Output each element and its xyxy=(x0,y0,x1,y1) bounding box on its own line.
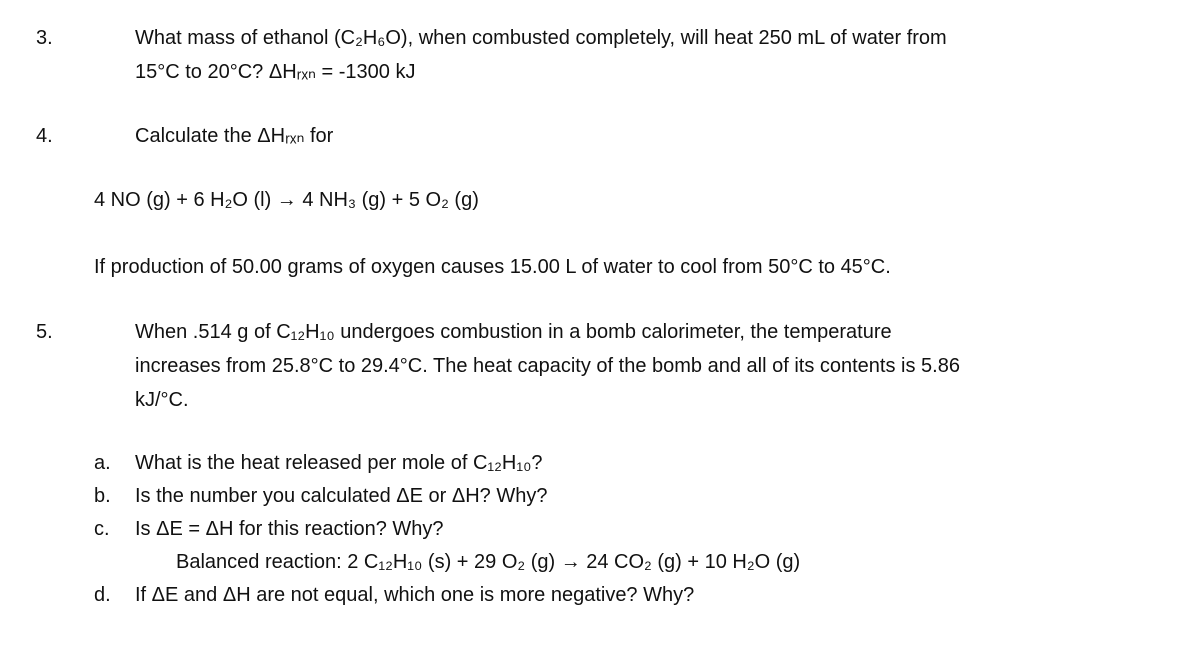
question-5-part-b xyxy=(94,483,547,509)
question-4-equation: 4 NO (g) + 6 H₂O (l) → 4 NH₃ (g) + 5 O₂ (g) xyxy=(94,189,479,211)
part-letter: b. xyxy=(94,485,111,507)
question-5-line-1: When .514 g of C₁₂H₁₀ undergoes combustion in a bomb calorimeter, the temperature xyxy=(135,321,892,343)
question-4-prompt: Calculate the ΔHᵣₓₙ for xyxy=(135,125,334,147)
question-5-part-c xyxy=(94,516,444,542)
question-5-line-3: kJ/°C. xyxy=(135,389,189,411)
part-text: Is ΔE = ΔH for this reaction? Why? xyxy=(135,518,444,540)
question-3-line-1: What mass of ethanol (C₂H₆O), when combusted completely, will heat 250 mL of water from xyxy=(135,27,947,49)
question-3-number: 3. xyxy=(36,27,53,49)
part-letter: d. xyxy=(94,584,111,606)
question-4-condition: If production of 50.00 grams of oxygen causes 15.00 L of water to cool from 50°C to 45°C. xyxy=(94,256,891,278)
question-5-balanced-reaction: Balanced reaction: 2 C₁₂H₁₀ (s) + 29 O₂ (g) → 24 CO₂ (g) + 10 H₂O (g) xyxy=(176,551,801,573)
question-4-number: 4. xyxy=(36,125,53,147)
question-3-line-2: 15°C to 20°C? ΔHᵣₓₙ = -1300 kJ xyxy=(135,61,416,83)
question-5-number: 5. xyxy=(36,321,53,343)
question-5-text xyxy=(135,315,1135,417)
part-text: If ΔE and ΔH are not equal, which one is more negative? Why? xyxy=(135,584,695,606)
part-letter: c. xyxy=(94,518,110,540)
question-5-part-d xyxy=(94,582,694,608)
part-text: Is the number you calculated ΔE or ΔH? Why? xyxy=(135,485,548,507)
part-text: What is the heat released per mole of C₁₂H₁₀? xyxy=(135,452,543,474)
question-3-text xyxy=(135,21,1135,89)
question-5-part-a xyxy=(94,450,543,476)
question-5-line-2: increases from 25.8°C to 29.4°C. The heat capacity of the bomb and all of its contents is 5.86 xyxy=(135,355,960,377)
part-letter: a. xyxy=(94,452,111,474)
